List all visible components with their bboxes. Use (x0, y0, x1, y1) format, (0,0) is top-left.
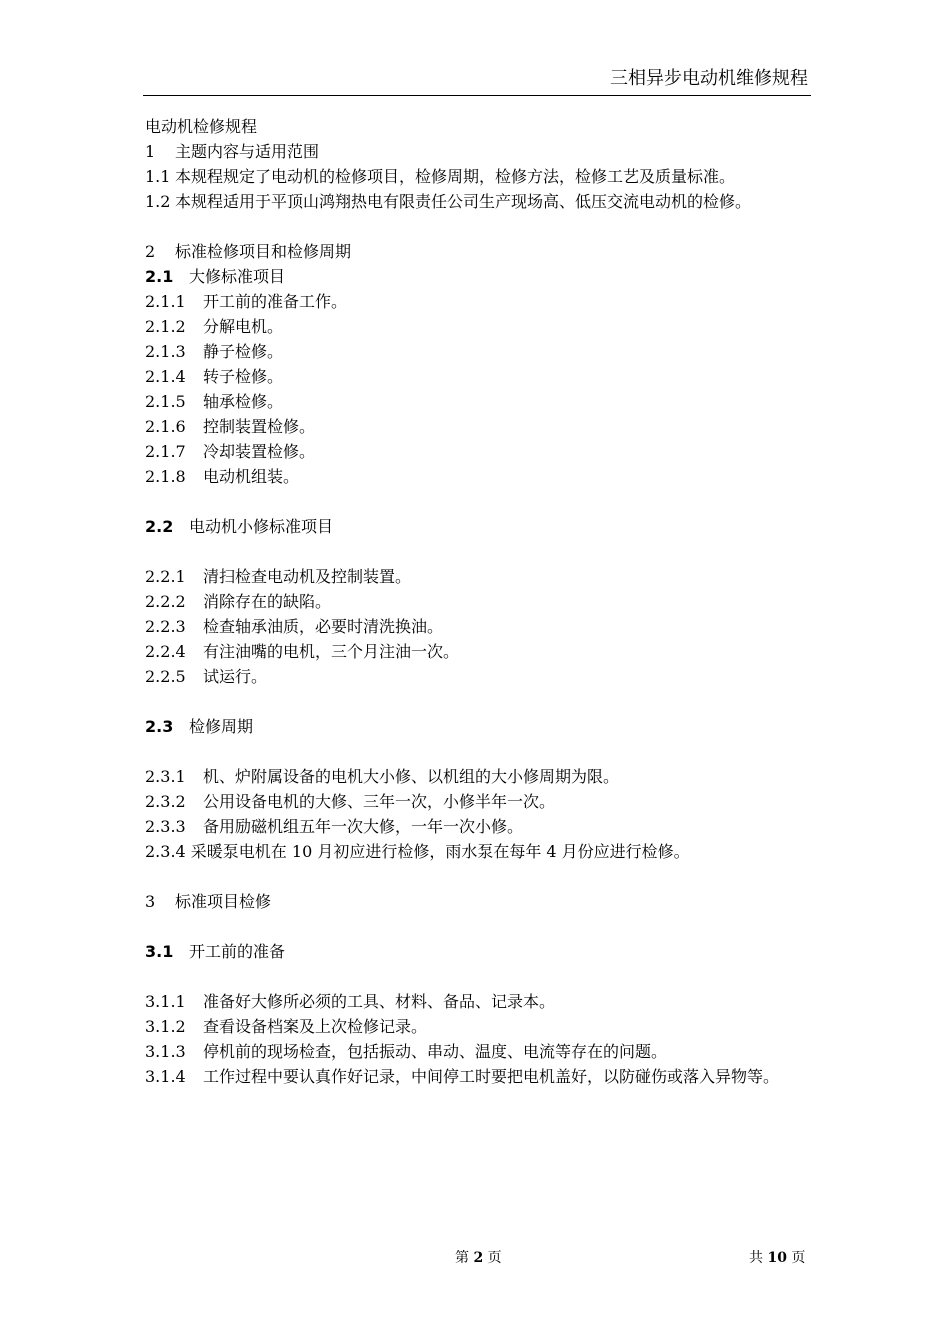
total-pages (749, 1248, 805, 1268)
section-title: 主题内容与适用范围 (175, 142, 320, 161)
item-text: 控制装置检修。 (203, 417, 316, 436)
subsection-title: 检修周期 (189, 717, 254, 736)
list-item (145, 464, 809, 489)
item-number: 3.1.3 (145, 1042, 186, 1061)
spacer (145, 739, 809, 764)
item-text: 静子检修。 (203, 342, 284, 361)
item-text: 试运行。 (203, 667, 268, 686)
section-number: 2 (145, 242, 156, 261)
item-text: 开工前的准备工作。 (203, 292, 348, 311)
item-number: 2.2.4 (145, 642, 186, 661)
spacer (145, 864, 809, 889)
item-number: 2.2.1 (145, 567, 186, 586)
spacer (145, 914, 809, 939)
clause-text: 本规程适用于平顶山鸿翔热电有限责任公司生产现场高、低压交流电动机的检修。 (175, 192, 752, 211)
item-text: 清扫检查电动机及控制装置。 (203, 567, 412, 586)
item-text: 机、炉附属设备的电机大小修、以机组的大小修周期为限。 (203, 767, 620, 786)
subsection-number: 2.1 (145, 267, 174, 286)
list-item (145, 414, 809, 439)
header-rule (143, 95, 811, 96)
item-text: 备用励磁机组五年一次大修，一年一次小修。 (203, 817, 524, 836)
item-text: 分解电机。 (203, 317, 284, 336)
list-item (145, 439, 809, 464)
list-item (145, 639, 809, 664)
item-number: 2.1.2 (145, 317, 186, 336)
list-item (145, 814, 809, 839)
list-item (145, 1039, 809, 1064)
list-item (145, 389, 809, 414)
list-item (145, 314, 809, 339)
list-item (145, 289, 809, 314)
item-number: 2.3.3 (145, 817, 186, 836)
item-text: 工作过程中要认真作好记录，中间停工时要把电机盖好，以防碰伤或落入异物等。 (203, 1067, 780, 1086)
item-number: 2.1.8 (145, 467, 186, 486)
section-3-heading (145, 889, 809, 914)
spacer (145, 489, 809, 514)
item-text: 检查轴承油质，必要时清洗换油。 (203, 617, 444, 636)
section-2-heading (145, 239, 809, 264)
header-title: 三相异步电动机维修规程 (610, 68, 808, 89)
spacer (145, 689, 809, 714)
total-suffix: 页 (791, 1250, 806, 1266)
subsection-2-1-heading (145, 264, 809, 289)
section-title: 标准项目检修 (175, 892, 272, 911)
page-number (455, 1248, 502, 1268)
spacer (145, 539, 809, 564)
item-number: 2.3.2 (145, 792, 186, 811)
list-item (145, 664, 809, 689)
subsection-title: 电动机小修标准项目 (189, 517, 334, 536)
spacer (145, 214, 809, 239)
subsection-2-2-heading (145, 514, 809, 539)
subsection-number: 2.3 (145, 717, 174, 736)
item-number: 2.2.3 (145, 617, 186, 636)
item-text: 查看设备档案及上次检修记录。 (203, 1017, 428, 1036)
item-number: 2.1.5 (145, 392, 186, 411)
subsection-number: 2.2 (145, 517, 174, 536)
section-number: 1 (145, 142, 156, 161)
list-item (145, 1064, 809, 1089)
section-title: 标准检修项目和检修周期 (175, 242, 352, 261)
list-item (145, 764, 809, 789)
subsection-number: 3.1 (145, 942, 174, 961)
item-text: 轴承检修。 (203, 392, 284, 411)
list-item (145, 989, 809, 1014)
page-prefix: 第 (455, 1250, 469, 1266)
item-number: 2.1.1 (145, 292, 186, 311)
item-text: 准备好大修所必须的工具、材料、备品、记录本。 (203, 992, 556, 1011)
clause-text: 本规程规定了电动机的检修项目，检修周期，检修方法，检修工艺及质量标准。 (175, 167, 736, 186)
list-item (145, 364, 809, 389)
current-page-number: 2 (473, 1250, 484, 1266)
section-number: 3 (145, 892, 156, 911)
section-1-heading (145, 139, 809, 164)
list-item (145, 789, 809, 814)
document-body (145, 114, 809, 1089)
item-text: 冷却装置检修。 (203, 442, 316, 461)
list-item (145, 564, 809, 589)
item-text: 转子检修。 (203, 367, 284, 386)
subsection-title: 开工前的准备 (189, 942, 286, 961)
clause-number: 1.1 (145, 167, 171, 186)
list-item: 2.3.4 采暖泵电机在 10 月初应进行检修，雨水泵在每年 4 月份应进行检修。 (145, 842, 690, 861)
subsection-2-3-heading (145, 714, 809, 739)
subsection-title: 大修标准项目 (189, 267, 286, 286)
subsection-3-1-heading (145, 939, 809, 964)
item-text: 消除存在的缺陷。 (203, 592, 332, 611)
item-text: 停机前的现场检查，包括振动、串动、温度、电流等存在的问题。 (203, 1042, 668, 1061)
item-text: 有注油嘴的电机，三个月注油一次。 (203, 642, 460, 661)
item-number: 2.2.2 (145, 592, 186, 611)
list-item (145, 1014, 809, 1039)
item-number: 3.1.4 (145, 1067, 186, 1086)
clause-number: 1.2 (145, 192, 171, 211)
item-number: 2.1.7 (145, 442, 186, 461)
doc-title: 电动机检修规程 (145, 117, 258, 136)
total-page-count: 10 (767, 1250, 787, 1266)
item-number: 2.1.3 (145, 342, 186, 361)
item-text: 公用设备电机的大修、三年一次，小修半年一次。 (203, 792, 556, 811)
spacer (145, 964, 809, 989)
total-prefix: 共 (749, 1250, 763, 1266)
item-number: 2.3.1 (145, 767, 186, 786)
list-item (145, 614, 809, 639)
page-suffix: 页 (487, 1250, 502, 1266)
list-item (145, 339, 809, 364)
item-number: 2.1.4 (145, 367, 186, 386)
item-number: 2.1.6 (145, 417, 186, 436)
item-number: 3.1.1 (145, 992, 186, 1011)
item-number: 2.2.5 (145, 667, 186, 686)
clause-1-1 (145, 164, 809, 189)
item-text: 电动机组装。 (203, 467, 300, 486)
clause-1-2 (145, 189, 809, 214)
list-item (145, 589, 809, 614)
item-number: 3.1.2 (145, 1017, 186, 1036)
